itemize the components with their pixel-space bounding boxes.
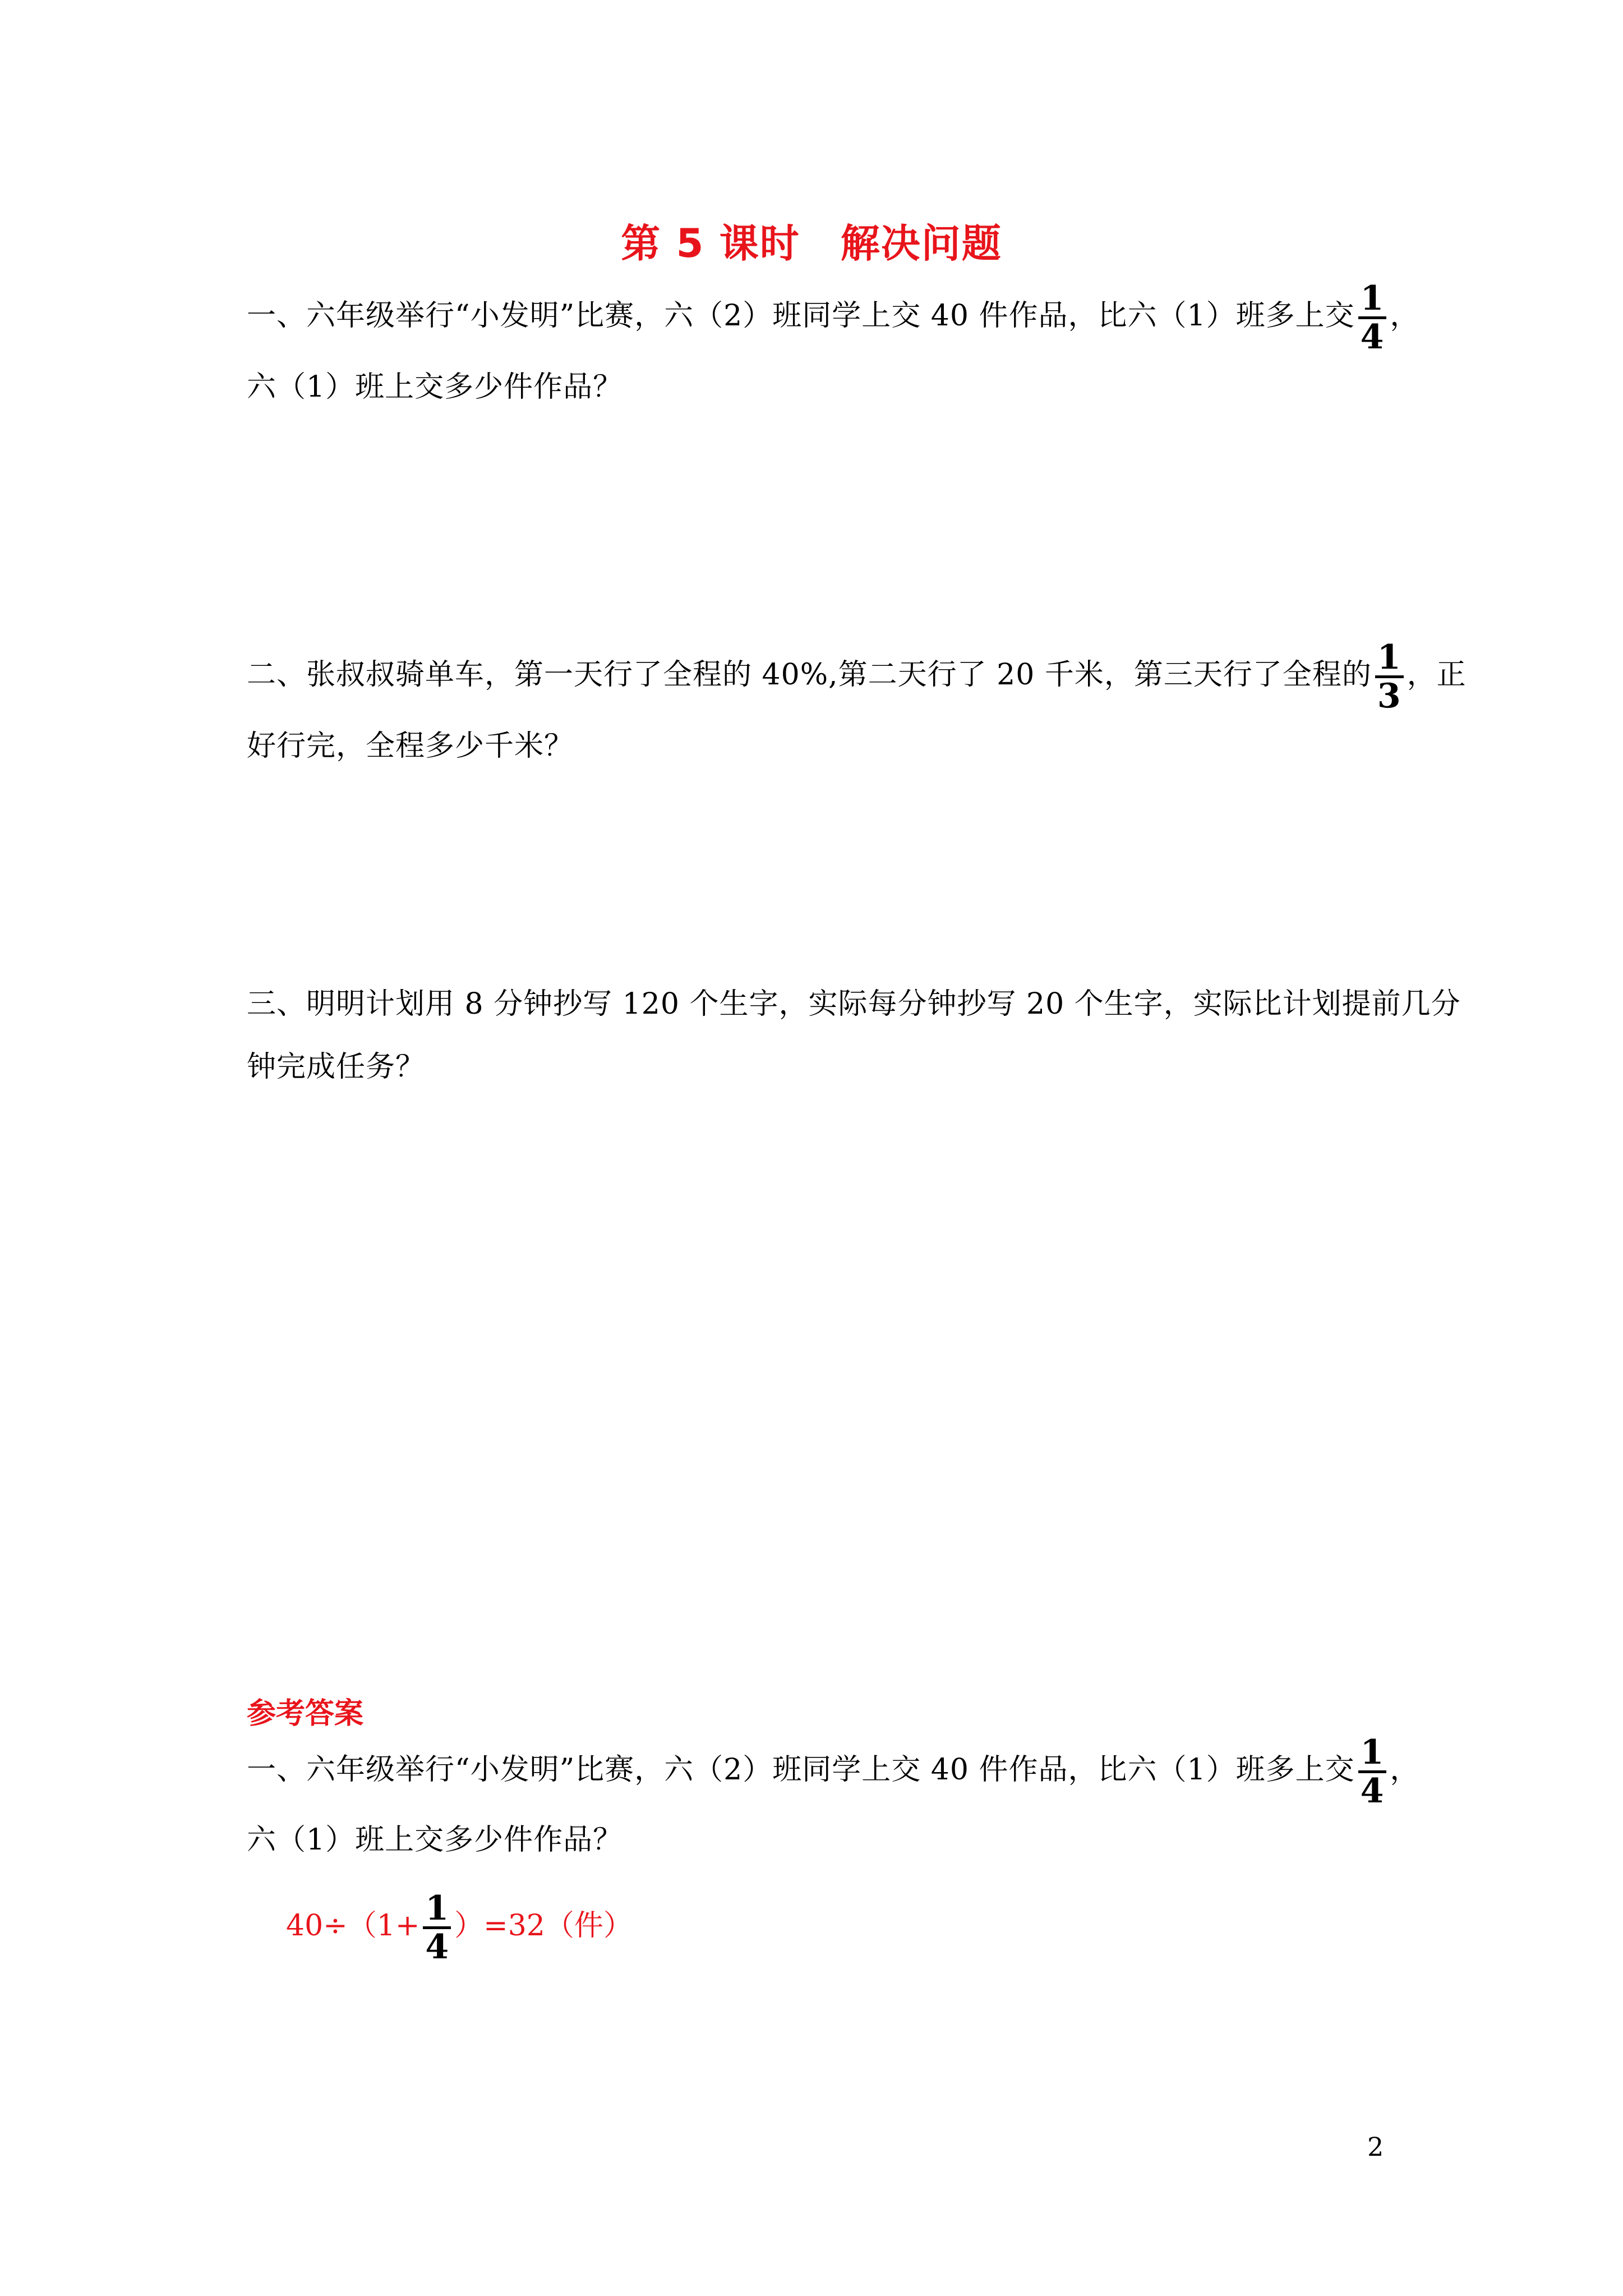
fraction-numerator: 1 (1358, 280, 1387, 319)
answer-question-1-punct: ， (1390, 1753, 1420, 1787)
fraction-one-third (1375, 639, 1404, 714)
question-2-line-2: 好行完，全程多少千米？ (247, 729, 574, 763)
question-3-line-1: 三、明明计划用 8 分钟抄写 120 个生字，实际每分钟抄写 20 个生字，实际比计划提前几分 (247, 987, 1461, 1021)
question-2-punct: ，正 (1407, 658, 1467, 692)
question-1-punct: ， (1390, 299, 1420, 333)
fraction-one-quarter (1358, 1734, 1387, 1809)
fraction-numerator: 1 (1375, 639, 1404, 678)
answer-1-suffix: ）=32（件） (454, 1909, 633, 1943)
question-3-line-2: 钟完成任务？ (247, 1050, 426, 1084)
answer-question-1-line-2: 六（1）班上交多少件作品？ (247, 1823, 623, 1857)
answer-1-prefix: 40÷（1+ (286, 1909, 420, 1943)
question-2-text: 二、张叔叔骑单车，第一天行了全程的 40%,第二天行了 20 千米，第三天行了全程的 (247, 658, 1372, 692)
question-1-line-2: 六（1）班上交多少件作品？ (247, 370, 623, 404)
page-number: 2 (1367, 2132, 1384, 2162)
fraction-denominator: 3 (1377, 677, 1401, 716)
fraction-denominator: 4 (425, 1927, 449, 1967)
page-title: 第 5 课时 解决问题 (621, 220, 1002, 266)
question-2-line-1 (247, 639, 1467, 714)
question-1-line-1 (247, 280, 1419, 355)
fraction-numerator: 1 (1358, 1734, 1387, 1773)
fraction-denominator: 4 (1360, 1772, 1385, 1811)
answers-heading: 参考答案 (247, 1697, 364, 1731)
question-1-text: 一、六年级举行“小发明”比赛，六（2）班同学上交 40 件作品，比六（1）班多上交 (247, 299, 1355, 333)
answer-question-1-line-1 (247, 1734, 1419, 1809)
fraction-denominator: 4 (1360, 318, 1385, 357)
answer-1-solution (286, 1890, 633, 1965)
fraction-one-quarter (423, 1890, 451, 1965)
answer-question-1-text: 一、六年级举行“小发明”比赛，六（2）班同学上交 40 件作品，比六（1）班多上交 (247, 1753, 1355, 1787)
fraction-numerator: 1 (423, 1890, 451, 1929)
fraction-one-quarter (1358, 280, 1387, 355)
